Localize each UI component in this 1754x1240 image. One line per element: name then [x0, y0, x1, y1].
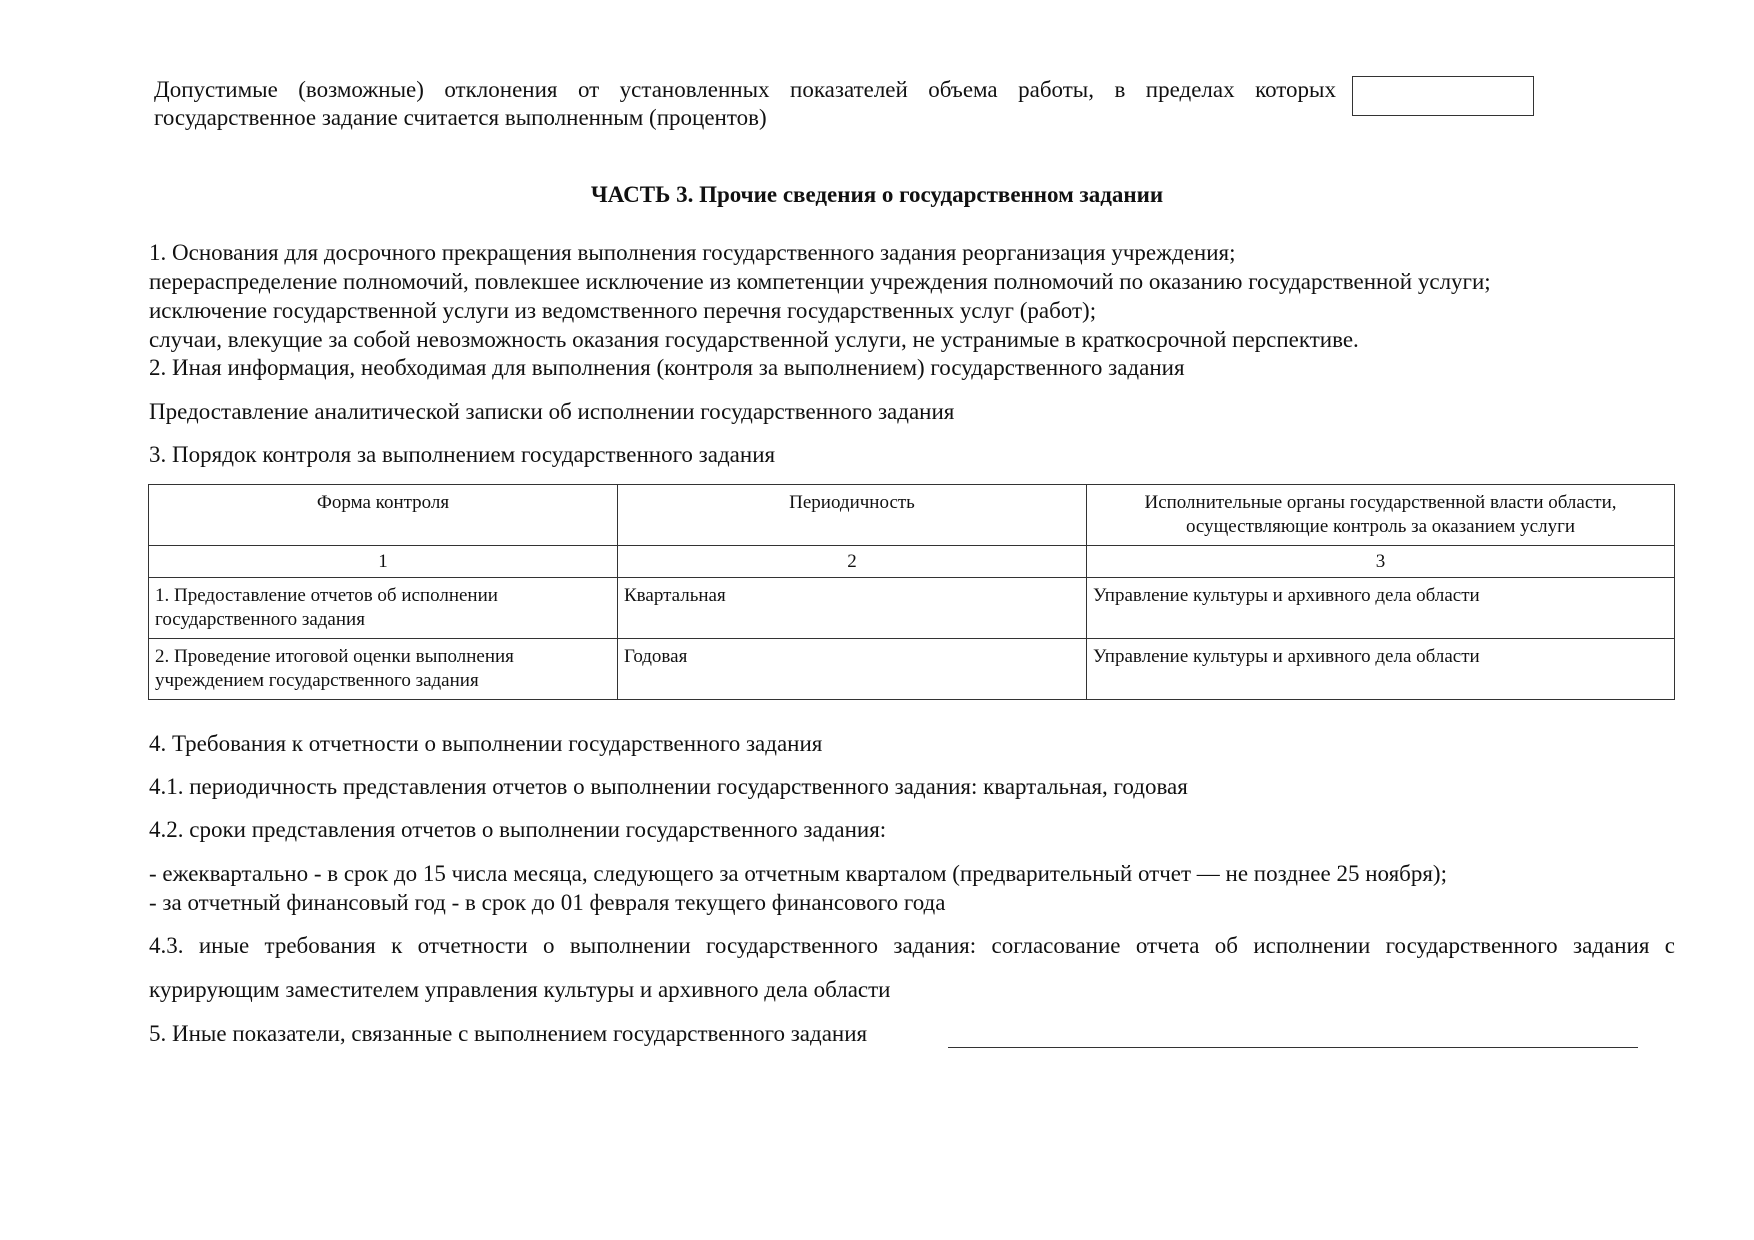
deadline-line: - за отчетный финансовый год - в срок до 01 февраля текущего финансового года: [149, 890, 946, 915]
cell-form: 2. Проведение итоговой оценки выполнения учреждением государственного задания: [149, 639, 618, 700]
column-number: 1: [149, 546, 618, 578]
section2-value: Предоставление аналитической записки об исполнении государственного задания: [149, 399, 955, 424]
table-number-row: [149, 546, 1675, 578]
section4-2-deadlines: [149, 859, 1447, 917]
column-number: 2: [618, 546, 1087, 578]
table-row: [149, 578, 1675, 639]
section1-line: исключение государственной услуги из ведомственного перечня государственных услуг (работ);: [149, 298, 1097, 323]
cell-authority: Управление культуры и архивного дела области: [1087, 578, 1675, 639]
deviation-percent-field[interactable]: [1352, 76, 1534, 116]
cell-period: Квартальная: [618, 578, 1087, 639]
section4-3-line1: 4.3. иные требования к отчетности о выполнении государственного задания: согласование отчета об исполнении государственного задания с: [149, 933, 1675, 958]
section1-line: перераспределение полномочий, повлекшее исключение из компетенции учреждения полномочий по оказанию государственной услуги;: [149, 269, 1491, 294]
header-authority: Исполнительные органы государственной власти области, осуществляющие контроль за оказанием услуги: [1087, 485, 1675, 546]
section1-grounds: [149, 238, 1491, 354]
header-form: Форма контроля: [149, 485, 618, 546]
cell-period: Годовая: [618, 639, 1087, 700]
deviation-text: Допустимые (возможные) отклонения от установленных показателей объема работы, в пределах которых государственное задание считается выполненным (процентов): [154, 77, 1336, 130]
table-header-row: [149, 485, 1675, 546]
section5-heading: 5. Иные показатели, связанные с выполнением государственного задания: [149, 1021, 868, 1046]
section4-1: 4.1. периодичность представления отчетов о выполнении государственного задания: квартальная, годовая: [149, 774, 1188, 799]
section1-line: случаи, влекущие за собой невозможность оказания государственной услуги, не устранимые в краткосрочной перспективе.: [149, 327, 1359, 352]
column-number: 3: [1087, 546, 1675, 578]
deadline-line: - ежеквартально - в срок до 15 числа месяца, следующего за отчетным кварталом (предварительный отчет — не позднее 25 ноября);: [149, 861, 1447, 886]
section2-heading: 2. Иная информация, необходимая для выполнения (контроля за выполнением) государственного задания: [149, 355, 1185, 380]
section4-heading: 4. Требования к отчетности о выполнении государственного задания: [149, 731, 823, 756]
cell-form: 1. Предоставление отчетов об исполнении государственного задания: [149, 578, 618, 639]
section3-heading: 3. Порядок контроля за выполнением государственного задания: [149, 442, 776, 467]
section1-line: 1. Основания для досрочного прекращения выполнения государственного задания реорганизация учреждения;: [149, 240, 1236, 265]
section4-3-line2: курирующим заместителем управления культуры и архивного дела области: [149, 977, 891, 1002]
part3-title: ЧАСТЬ 3. Прочие сведения о государственном задании: [590, 182, 1164, 207]
cell-authority: Управление культуры и архивного дела области: [1087, 639, 1675, 700]
section4-2: 4.2. сроки представления отчетов о выполнении государственного задания:: [149, 817, 887, 842]
control-table: [148, 484, 1675, 700]
header-period: Периодичность: [618, 485, 1087, 546]
table-row: [149, 639, 1675, 700]
section5-underline-field[interactable]: [948, 1047, 1638, 1048]
